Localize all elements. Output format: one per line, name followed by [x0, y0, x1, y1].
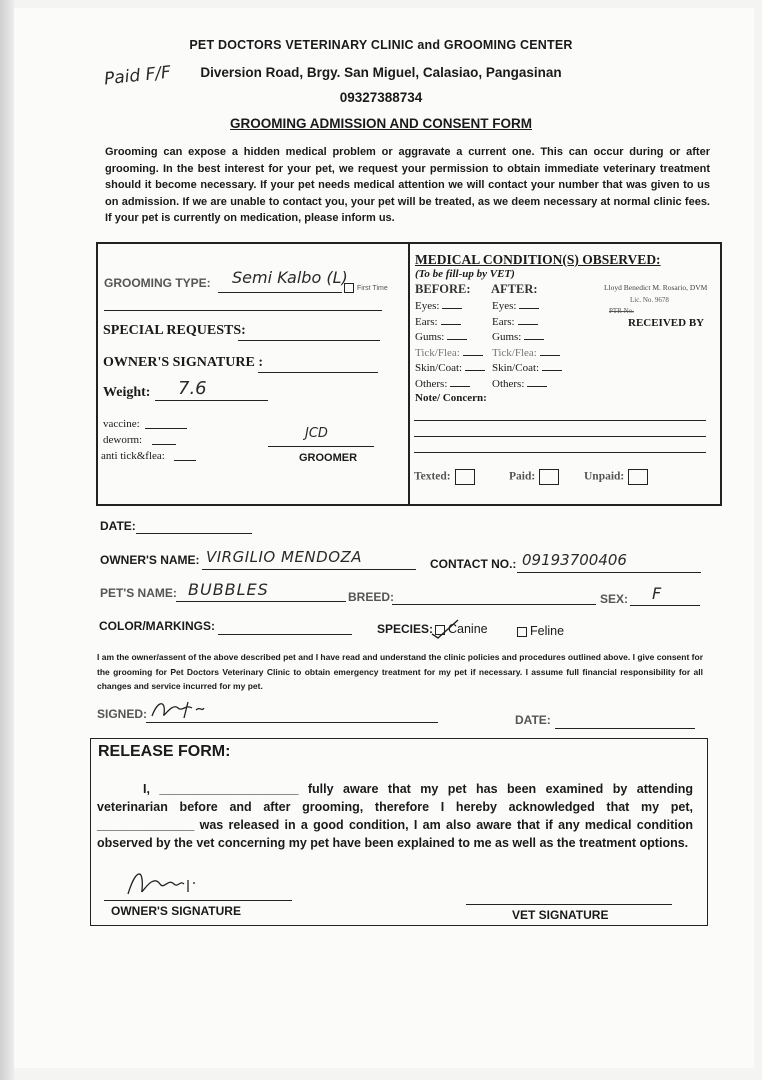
first-time-checkbox[interactable] [344, 283, 354, 293]
after-item-field[interactable] [540, 346, 560, 356]
after-item-label: Tick/Flea: [492, 346, 537, 359]
after-item [492, 315, 538, 328]
date-label: DATE: [100, 519, 136, 533]
contact-label: CONTACT NO.: [430, 557, 517, 571]
feline-option[interactable] [517, 624, 564, 638]
release-vet-line[interactable] [466, 904, 672, 905]
after-item-label: Gums: [492, 331, 522, 343]
texted-label: Texted: [414, 470, 451, 483]
form-title: GROOMING ADMISSION AND CONSENT FORM [230, 116, 532, 131]
after-item [492, 361, 562, 374]
pet-name-field[interactable] [176, 601, 346, 602]
weight-label: Weight: [103, 385, 151, 400]
stamp-name: Lloyd Benedict M. Rosario, DVM [604, 283, 708, 292]
pet-name-value: BUBBLES [188, 580, 269, 599]
signed-field[interactable] [146, 722, 438, 723]
signed-date-field[interactable] [555, 728, 695, 729]
release-vet-signature-label: VET SIGNATURE [512, 908, 609, 922]
before-item [415, 346, 483, 359]
clinic-address: Diversion Road, Brgy. San Miguel, Calasiao, Pangasinan [200, 65, 562, 80]
before-item [415, 330, 467, 343]
vaccine-label: vaccine: [103, 418, 140, 430]
grooming-type-label: GROOMING TYPE: [104, 276, 211, 290]
after-item-field[interactable] [542, 361, 562, 371]
before-item-label: Eyes: [415, 300, 440, 312]
feline-checkbox[interactable] [517, 627, 527, 637]
owner-name-label: OWNER'S NAME: [100, 553, 200, 567]
weight-value: 7.6 [178, 378, 207, 399]
after-item-label: Others: [492, 377, 525, 390]
release-owner-signature-scribble [122, 862, 202, 902]
before-item-field[interactable] [463, 346, 483, 356]
after-item-field[interactable] [527, 377, 547, 387]
consent-text: I am the owner/assent of the above described pet and I have read and understand the clinic policies and procedures outlined above. I give consent for the grooming for Pet Doctors Veterinary Clinic to obtain emergency treatment for my pet if necessary. I assume full financial responsibility for all changes and service incurred for my pet. [97, 652, 704, 691]
first-time-option[interactable] [344, 283, 388, 293]
grooming-type-line [218, 292, 342, 293]
color-field[interactable] [218, 634, 352, 635]
clinic-phone: 09327388734 [339, 90, 423, 105]
note-label: Note/ Concern: [415, 392, 487, 404]
owner-signature-scribble [148, 696, 208, 722]
paid-note: Paid F/F [103, 62, 172, 90]
groomer-label: GROOMER [299, 452, 358, 464]
breed-label: BREED: [348, 590, 395, 604]
note-line-2[interactable] [414, 436, 706, 437]
after-item [492, 330, 544, 343]
before-item [415, 315, 461, 328]
grooming-extra-line [104, 310, 382, 311]
before-item-label: Others: [415, 377, 448, 390]
medical-subtitle: (To be fill-up by VET) [415, 268, 515, 280]
antitick-label: anti tick&flea: [101, 450, 165, 462]
paid-option[interactable] [509, 469, 559, 485]
release-owner-signature-label: OWNER'S SIGNATURE [111, 904, 241, 918]
before-item-field[interactable] [450, 377, 470, 387]
before-item-label: Skin/Coat: [415, 362, 463, 374]
note-line-1[interactable] [414, 420, 706, 421]
canine-check-mark [430, 618, 460, 640]
pet-name-label: PET'S NAME: [100, 586, 177, 600]
before-item-field[interactable] [447, 330, 467, 340]
after-item [492, 299, 539, 312]
deworm-field[interactable] [152, 444, 176, 445]
vaccine-field[interactable] [145, 428, 187, 429]
after-item-label: Eyes: [492, 300, 517, 312]
contact-field[interactable] [517, 572, 701, 573]
after-item [492, 346, 560, 359]
sex-field[interactable] [630, 605, 700, 606]
date-field[interactable] [136, 533, 252, 534]
after-label: AFTER: [491, 282, 538, 296]
owner-name-field[interactable] [202, 569, 416, 570]
special-requests-label: SPECIAL REQUESTS: [103, 323, 246, 338]
texted-checkbox[interactable] [455, 469, 475, 485]
grooming-type-value: Semi Kalbo (L) [232, 268, 348, 287]
weight-field[interactable] [155, 400, 268, 401]
before-item-field[interactable] [465, 361, 485, 371]
sex-value: F [652, 584, 662, 603]
unpaid-option[interactable] [584, 469, 648, 485]
received-by: RECEIVED BY [628, 317, 705, 329]
stamp-ptr: PTR No. [609, 307, 634, 315]
special-requests-field[interactable] [238, 340, 380, 341]
release-text: I, ____________________ fully aware that my pet has been examined by attending veterinarian before and after grooming, therefore I hereby acknowledged that my pet, ______________ was released in a good condition, I am also aware that if any medical condition observed by the vet concerning my pet have been explained to me as well as the treatment options. [97, 782, 693, 850]
owner-signature-label: OWNER'S SIGNATURE : [103, 355, 263, 370]
before-item-field[interactable] [442, 299, 462, 309]
groomer-line [268, 446, 374, 447]
before-item-label: Tick/Flea: [415, 346, 460, 359]
after-item-label: Skin/Coat: [492, 362, 540, 374]
breed-field[interactable] [392, 604, 596, 605]
first-time-label: First Time [357, 284, 388, 292]
owner-signature-field[interactable] [258, 372, 378, 373]
contact-value: 09193700406 [522, 551, 627, 569]
color-label: COLOR/MARKINGS: [99, 619, 215, 633]
unpaid-checkbox[interactable] [628, 469, 648, 485]
unpaid-label: Unpaid: [584, 470, 625, 483]
paid-label: Paid: [509, 470, 536, 483]
signed-date-label: DATE: [515, 713, 551, 727]
deworm-label: deworm: [103, 434, 143, 446]
sex-label: SEX: [600, 592, 629, 606]
before-item [415, 299, 462, 312]
texted-option[interactable] [414, 469, 475, 485]
after-item [492, 377, 547, 390]
feline-label: Feline [530, 624, 565, 638]
stamp-lic: Lic. No. 9678 [630, 296, 669, 304]
medical-title: MEDICAL CONDITION(S) OBSERVED: [415, 252, 661, 267]
species-label: SPECIES: [377, 622, 434, 636]
before-item-field[interactable] [441, 315, 461, 325]
after-item-field[interactable] [524, 330, 544, 340]
after-item-field[interactable] [518, 315, 538, 325]
antitick-field[interactable] [174, 460, 196, 461]
before-item [415, 377, 470, 390]
after-item-field[interactable] [519, 299, 539, 309]
paid-checkbox[interactable] [539, 469, 559, 485]
owner-name-value: VIRGILIO MENDOZA [206, 548, 363, 566]
before-item-label: Gums: [415, 331, 445, 343]
release-owner-line[interactable] [104, 900, 292, 901]
before-item-label: Ears: [415, 315, 438, 328]
after-item-label: Ears: [492, 315, 515, 328]
groomer-value: JCD [305, 426, 328, 441]
before-label: BEFORE: [415, 282, 471, 296]
before-item [415, 361, 485, 374]
canine-label: Canine [448, 622, 488, 636]
release-title: RELEASE FORM: [98, 743, 231, 760]
binder-edge [0, 0, 14, 1080]
signed-label: SIGNED: [97, 707, 148, 721]
intro-paragraph: Grooming can expose a hidden medical problem or aggravate a current one. This can occur during or after grooming. In the best interest for your pet, we request your permission to obtain immediate veterinary treatment should it become necessary. If your pet needs medical attention we will contact your number that was given to us on admission. If we are unable to contact you, your pet will be treated, as we deem necessary at normal clinic fees. If your pet is currently on medication, please inform us. [105, 146, 710, 224]
note-line-3[interactable] [414, 452, 706, 453]
clinic-name: PET DOCTORS VETERINARY CLINIC and GROOMING CENTER [189, 38, 573, 52]
